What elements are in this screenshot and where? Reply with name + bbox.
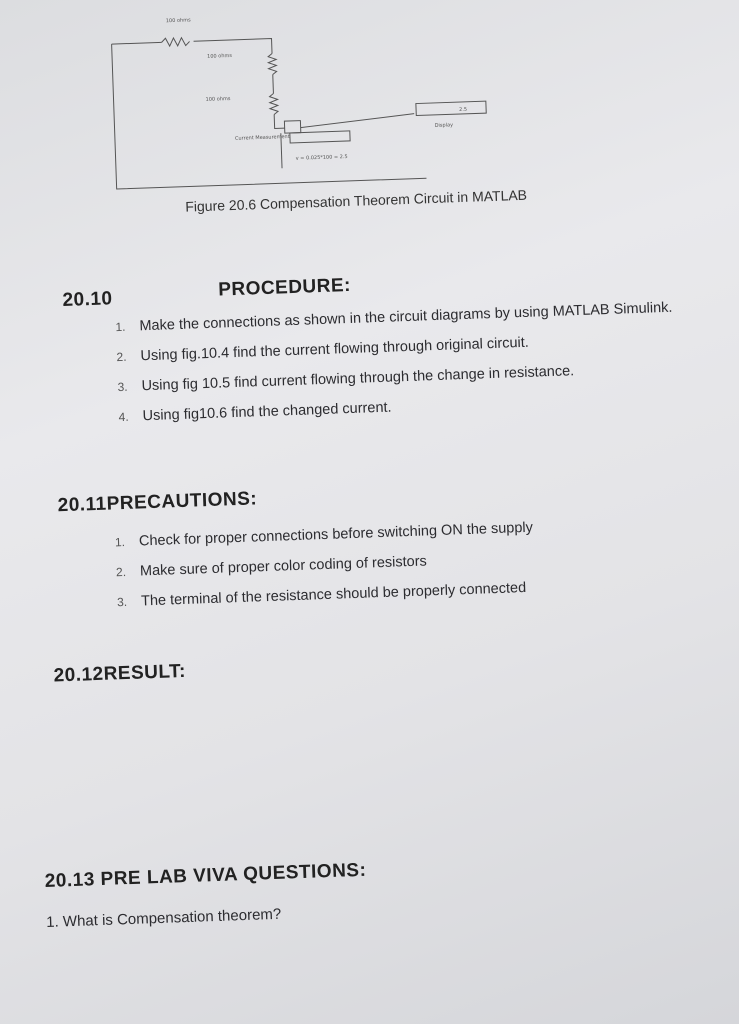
item-text: Using fig10.6 find the changed current. xyxy=(142,399,392,425)
item-number: 4. xyxy=(118,409,129,425)
procedure-list xyxy=(115,297,719,438)
procedure-number: 20.10 xyxy=(62,288,113,311)
resistor-label-lower: 100 ohms xyxy=(205,96,231,103)
item-number: 3. xyxy=(116,594,128,610)
prelab-question: 1. What is Compensation theorem? xyxy=(45,905,282,931)
display-label: Display xyxy=(434,122,454,129)
figure-caption: Figure 20.6 Compensation Theorem Circuit in MATLAB xyxy=(185,186,528,215)
result-heading: 20.12RESULT: xyxy=(53,660,187,687)
item-text: The terminal of the resistance should be properly connected xyxy=(140,580,527,610)
item-number: 1. xyxy=(115,319,126,335)
precautions-list xyxy=(115,512,718,623)
item-text: Check for proper connections before switching ON the supply xyxy=(138,519,534,550)
circuit-diagram xyxy=(101,1,507,195)
resistor-label-middle: 100 ohms xyxy=(207,52,233,60)
voltage-equation-label: v = 0.025*100 = 2.5 xyxy=(295,153,348,162)
item-text: Make the connections as shown in the circuit diagrams by using MATLAB Simulink. xyxy=(139,299,673,335)
item-number: 3. xyxy=(117,379,128,395)
item-number: 1. xyxy=(114,534,126,550)
resistor-label-top: 100 ohms xyxy=(165,17,191,25)
procedure-title: PROCEDURE: xyxy=(217,274,352,301)
item-text: Using fig 10.5 find current flowing through the change in resistance. xyxy=(141,363,575,395)
item-text: Make sure of proper color coding of resistors xyxy=(139,553,428,580)
item-number: 2. xyxy=(116,349,127,365)
current-measurement-label: Current Measurement xyxy=(234,133,290,142)
precautions-heading: 20.11PRECAUTIONS: xyxy=(57,488,258,517)
item-number: 2. xyxy=(115,564,127,580)
prelab-heading: 20.13 PRE LAB VIVA QUESTIONS: xyxy=(44,859,367,892)
item-text: Using fig.10.4 find the current flowing through original circuit. xyxy=(140,334,530,365)
display-value: 2.5 xyxy=(459,106,468,114)
